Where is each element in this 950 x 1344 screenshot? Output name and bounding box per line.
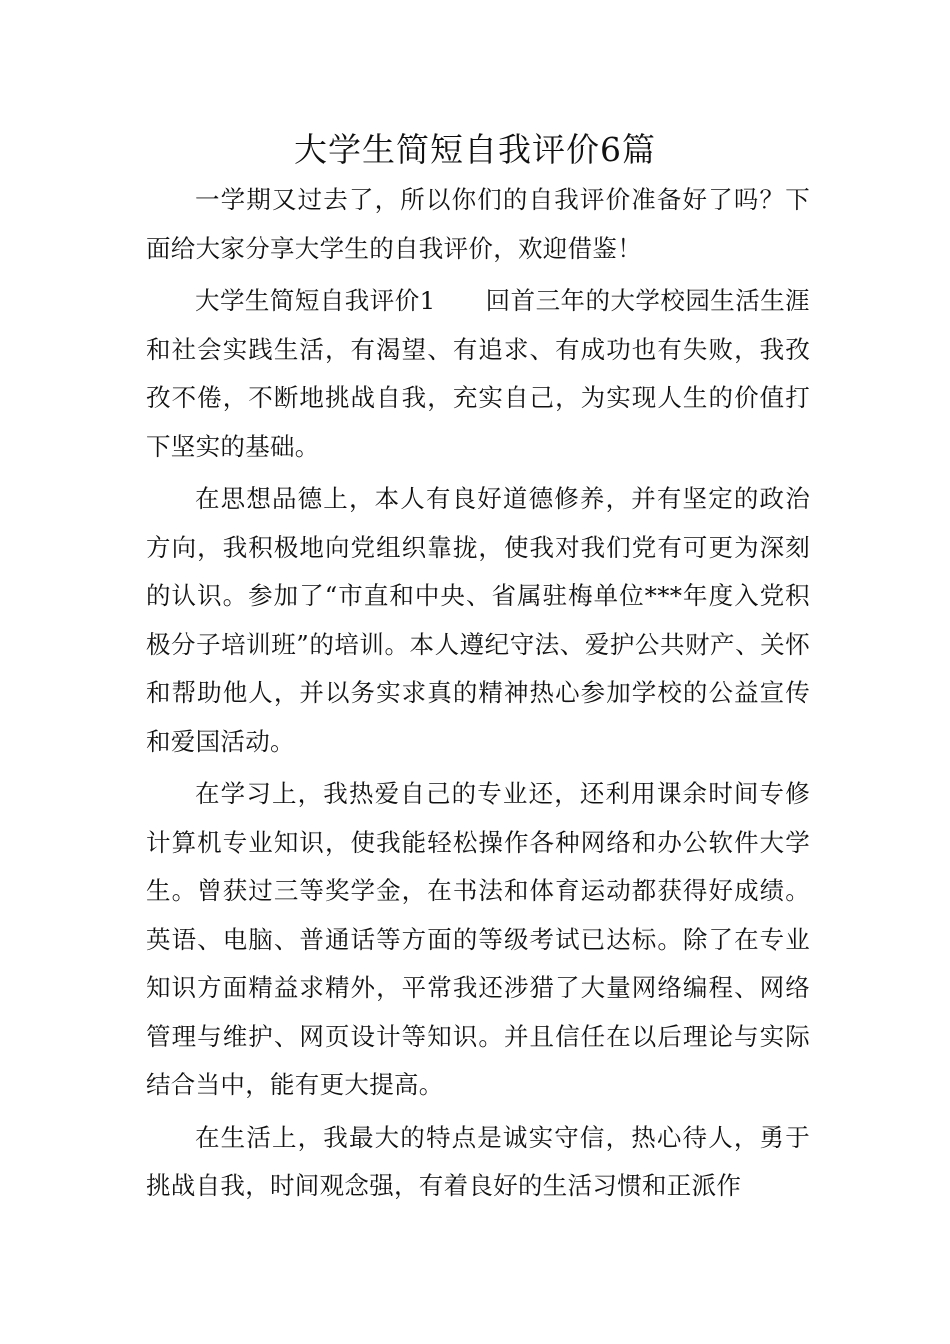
- paragraph-1-text: 回首三年的大学校园生活生涯和社会实践生活，有渴望、有追求、有成功也有失败，我孜孜不倦，不断地挑战自我，充实自己，为实现人生的价值打下坚实的基础。: [146, 286, 810, 461]
- section-heading: 大学生简短自我评价1: [195, 286, 436, 315]
- section-heading-gap: [436, 286, 486, 315]
- document-title: 大学生简短自我评价6篇: [294, 130, 656, 169]
- paragraph-3: 在学习上，我热爱自己的专业还，还利用课余时间专修计算机专业知识，使我能轻松操作各种网络和办公软件大学生。曾获过三等奖学金，在书法和体育运动都获得好成绩。英语、电脑、普通话等方面的等级考试已达标。除了在专业知识方面精益求精外，平常我还涉猎了大量网络编程、网络管理与维护、网页设计等知识。并且信任在以后理论与实际结合当中，能有更大提高。: [146, 779, 810, 1099]
- section-1-paragraph: [146, 277, 810, 471]
- document-body: [146, 176, 810, 1211]
- paragraph-2: 在思想品德上，本人有良好道德修养，并有坚定的政治方向，我积极地向党组织靠拢，使我对我们党有可更为深刻的认识。参加了“市直和中央、省属驻梅单位***年度入党积极分子培训班”的培训。本人遵纪守法、爱护公共财产、关怀和帮助他人，并以务实求真的精神热心参加学校的公益宣传和爱国活动。: [146, 484, 810, 756]
- intro-paragraph: 一学期又过去了，所以你们的自我评价准备好了吗？下面给大家分享大学生的自我评价，欢迎借鉴！: [146, 185, 810, 263]
- paragraph-4: 在生活上，我最大的特点是诚实守信，热心待人，勇于挑战自我，时间观念强，有着良好的生活习惯和正派作: [146, 1122, 810, 1200]
